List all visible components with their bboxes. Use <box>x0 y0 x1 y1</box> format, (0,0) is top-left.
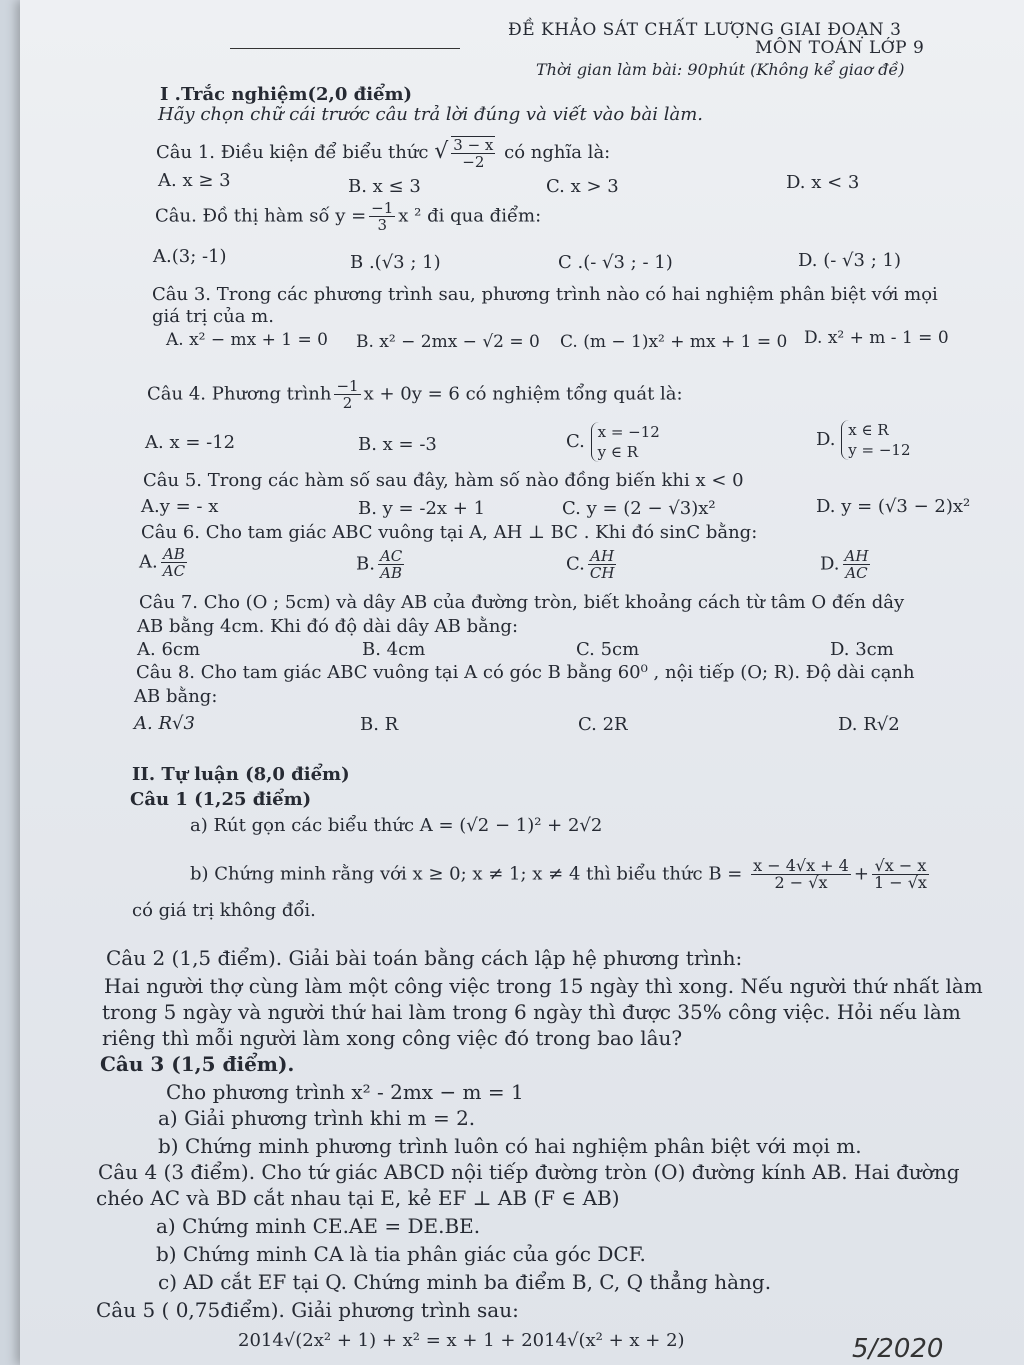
q5-option-a: A.y = - x <box>141 496 219 517</box>
q6-option-c <box>566 548 619 581</box>
q4-option-c-eq2: y ∈ R <box>597 443 639 461</box>
q4-option-c-label: C. <box>566 431 585 452</box>
q6-option-d-fraction <box>843 548 871 581</box>
part2-q1b-f2-den: 1 − √x <box>873 873 927 892</box>
part2-q4-line1: Câu 4 (3 điểm). Cho tứ giác ABCD nội tiếp đường tròn (O) đường kính AB. Hai đường <box>98 1160 960 1184</box>
part2-q2-heading: Câu 2 (1,5 điểm). Giải bài toán bằng cách lập hệ phương trình: <box>106 946 743 970</box>
q4-option-b: B. x = -3 <box>358 434 437 455</box>
part2-q1b-f1-num: x − 4√x + 4 <box>753 856 849 875</box>
part2-q1b-fraction2 <box>872 858 929 891</box>
part2-q3a: a) Giải phương trình khi m = 2. <box>158 1106 476 1130</box>
q1-option-c: C. x > 3 <box>546 176 619 197</box>
part2-q1b-f2-num: √x − x <box>872 858 929 875</box>
q1-option-b: B. x ≤ 3 <box>348 176 421 197</box>
part2-q3-heading: Câu 3 (1,5 điểm). <box>100 1052 295 1076</box>
q1-stem: Câu 1. Điều kiện để biểu thức √ $\frac{3 - x}{-2}$ có nghĩa là: <box>156 136 611 171</box>
part2-q2-line2: trong 5 ngày và người thứ hai làm trong 6 ngày thì được 35% công việc. Hỏi nếu làm <box>102 1000 961 1024</box>
part2-q4b: b) Chứng minh CA là tia phân giác của góc DCF. <box>156 1242 646 1266</box>
part1-heading: I .Trắc nghiệm(2,0 điểm) <box>160 84 413 105</box>
q8-option-c: C. 2R <box>578 714 628 735</box>
q3-option-a: A. x² − mx + 1 = 0 <box>166 330 328 350</box>
q4-option-d-system <box>841 420 910 460</box>
q2-stem-b: x ² đi qua điểm: <box>398 205 542 227</box>
q6-a-num: AB <box>161 546 187 563</box>
q8-stem-line2: AB bằng: <box>134 686 218 707</box>
exam-title: ĐỀ KHẢO SÁT CHẤT LƯỢNG GIAI ĐOẠN 3 <box>508 20 902 40</box>
q6-option-a-fraction <box>161 546 187 579</box>
q4-frac-num: −1 <box>336 377 359 395</box>
q8-option-a: A. R√3 <box>134 713 195 734</box>
q2-option-a: A.(3; -1) <box>153 246 227 267</box>
q6-c-num: AH <box>588 548 617 565</box>
q5-option-d: D. y = (√3 − 2)x² <box>816 496 971 517</box>
q4-option-c-eq1: x = −12 <box>597 423 660 441</box>
q2-option-d: D. (- √3 ; 1) <box>798 250 901 271</box>
q7-stem-line1: Câu 7. Cho (O ; 5cm) và dây AB của đường tròn, biết khoảng cách từ tâm O đến dây <box>139 592 905 613</box>
q5-stem: Câu 5. Trong các hàm số sau đây, hàm số nào đồng biến khi x < 0 <box>143 470 744 491</box>
part2-q2-line3: riêng thì mỗi người làm xong công việc đó trong bao lâu? <box>102 1026 683 1050</box>
q7-option-b: B. 4cm <box>362 639 426 660</box>
q2-option-c: C .(- √3 ; - 1) <box>558 252 673 273</box>
q3-stem-line1: Câu 3. Trong các phương trình sau, phương trình nào có hai nghiệm phân biệt với mọi <box>152 284 938 305</box>
q4-stem <box>147 378 683 411</box>
q6-option-d-label: D. <box>820 553 840 575</box>
q4-option-d <box>816 420 910 460</box>
q4-stem-a: Câu 4. Phương trình <box>147 383 332 405</box>
q7-option-a: A. 6cm <box>137 639 201 660</box>
q6-b-num: AC <box>379 547 403 565</box>
q7-option-d: D. 3cm <box>830 639 894 660</box>
exam-subject: MÔN TOÁN LỚP 9 <box>755 38 925 58</box>
part2-q3b: b) Chứng minh phương trình luôn có hai nghiệm phân biệt với mọi m. <box>158 1134 862 1158</box>
q7-option-c: C. 5cm <box>576 639 640 660</box>
q2-frac-den: 3 <box>377 216 387 234</box>
q4-option-d-eq2: y = −12 <box>848 441 911 459</box>
q6-stem: Câu 6. Cho tam giác ABC vuông tại A, AH ⊥ BC . Khi đó sinC bằng: <box>141 522 758 543</box>
q4-option-d-label: D. <box>816 429 836 450</box>
exam-time: Thời gian làm bài: 90phút (Không kể giaơ đề) <box>536 60 905 79</box>
handwritten-date: 5/2020 <box>852 1334 944 1364</box>
q4-option-a: A. x = -12 <box>145 432 236 453</box>
q4-frac-den: 2 <box>342 394 353 412</box>
q6-option-c-fraction <box>588 548 617 581</box>
part2-q1b-plus: + <box>853 863 869 885</box>
q1-option-a: A. x ≥ 3 <box>158 170 231 191</box>
q1-option-d: D. x < 3 <box>786 172 860 193</box>
q1-frac-num: 3 − x <box>453 136 494 154</box>
q2-stem <box>155 200 541 233</box>
part2-q1-heading: Câu 1 (1,25 điểm) <box>130 789 312 810</box>
q6-d-den: AC <box>845 564 868 582</box>
q6-option-b-fraction <box>378 548 404 581</box>
q6-d-num: AH <box>844 547 869 565</box>
q3-option-b: B. x² − 2mx − √2 = 0 <box>356 332 540 352</box>
q3-stem-line2: giá trị của m. <box>152 306 274 327</box>
q6-c-den: CH <box>589 564 615 582</box>
q4-option-d-eq1: x ∈ R <box>848 421 889 439</box>
q6-a-den: AC <box>162 562 186 580</box>
q7-stem-line2: AB bằng 4cm. Khi đó độ dài dây AB bằng: <box>137 616 519 637</box>
q3-option-d: D. x² + m - 1 = 0 <box>804 328 949 348</box>
q5-option-c: C. y = (2 − √3)x² <box>562 498 716 519</box>
part2-q1b-end: có giá trị không đổi. <box>132 900 316 921</box>
part2-heading: II. Tự luận (8,0 điểm) <box>132 764 350 785</box>
q6-option-c-label: C. <box>566 553 585 575</box>
part2-q1b <box>190 858 932 891</box>
part2-q5-heading: Câu 5 ( 0,75điểm). Giải phương trình sau: <box>96 1298 519 1322</box>
q1-stem-b: có nghĩa là: <box>504 142 611 163</box>
q4-fraction <box>334 378 360 411</box>
q2-option-b: B .(√3 ; 1) <box>350 252 441 273</box>
q4-stem-b: x + 0y = 6 có nghiệm tổng quát là: <box>363 383 683 405</box>
q2-stem-a: Câu. Đồ thị hàm số y = <box>155 205 367 227</box>
q6-option-a <box>139 546 190 579</box>
q8-option-d: D. R√2 <box>838 714 900 735</box>
part2-q4a: a) Chứng minh CE.AE = DE.BE. <box>156 1214 481 1238</box>
part2-q1b-text: b) Chứng minh rằng với x ≥ 0; x ≠ 1; x ≠ 4 thì biểu thức B = <box>190 863 743 885</box>
part2-q4c: c) AD cắt EF tại Q. Chứng minh ba điểm B, C, Q thẳng hàng. <box>158 1270 772 1294</box>
part2-q1b-f1-den: 2 − √x <box>774 873 828 892</box>
q6-option-b-label: B. <box>356 553 375 575</box>
q3-option-c: C. (m − 1)x² + mx + 1 = 0 <box>560 332 788 352</box>
part1-instruction: Hãy chọn chữ cái trước câu trả lời đúng và viết vào bài làm. <box>158 104 703 125</box>
q2-fraction <box>369 200 395 233</box>
header-rule <box>230 48 460 49</box>
q1-fraction <box>451 136 495 170</box>
part2-q1b-fraction1 <box>751 858 851 891</box>
part2-q5-equation: 2014√(2x² + 1) + x² = x + 1 + 2014√(x² + x + 2) <box>238 1330 685 1351</box>
q2-frac-num: −1 <box>371 199 394 217</box>
q6-option-a-label: A. <box>139 551 158 573</box>
q6-b-den: AB <box>380 564 403 582</box>
q4-option-c <box>566 422 660 462</box>
q1-frac-den: −2 <box>462 153 485 171</box>
q5-option-b: B. y = -2x + 1 <box>358 498 486 519</box>
part2-q2-line1: Hai người thợ cùng làm một công việc trong 15 ngày thì xong. Nếu người thứ nhất làm <box>104 974 983 998</box>
q6-option-d <box>820 548 873 581</box>
part2-q1a: a) Rút gọn các biểu thức A = (√2 − 1)² + 2√2 <box>190 815 603 836</box>
q8-stem-line1: Câu 8. Cho tam giác ABC vuông tại A có góc B bằng 60⁰ , nội tiếp (O; R). Độ dài cạnh <box>136 662 915 683</box>
q1-stem-a: Câu 1. Điều kiện để biểu thức <box>156 142 429 163</box>
q4-option-c-system <box>591 422 660 462</box>
part2-q3-stem: Cho phương trình x² - 2mx − m = 1 <box>166 1080 524 1104</box>
part2-q4-line2: chéo AC và BD cắt nhau tại E, kẻ EF ⊥ AB (F ∈ AB) <box>96 1186 620 1210</box>
q6-option-b <box>356 548 407 581</box>
q8-option-b: B. R <box>360 714 399 735</box>
